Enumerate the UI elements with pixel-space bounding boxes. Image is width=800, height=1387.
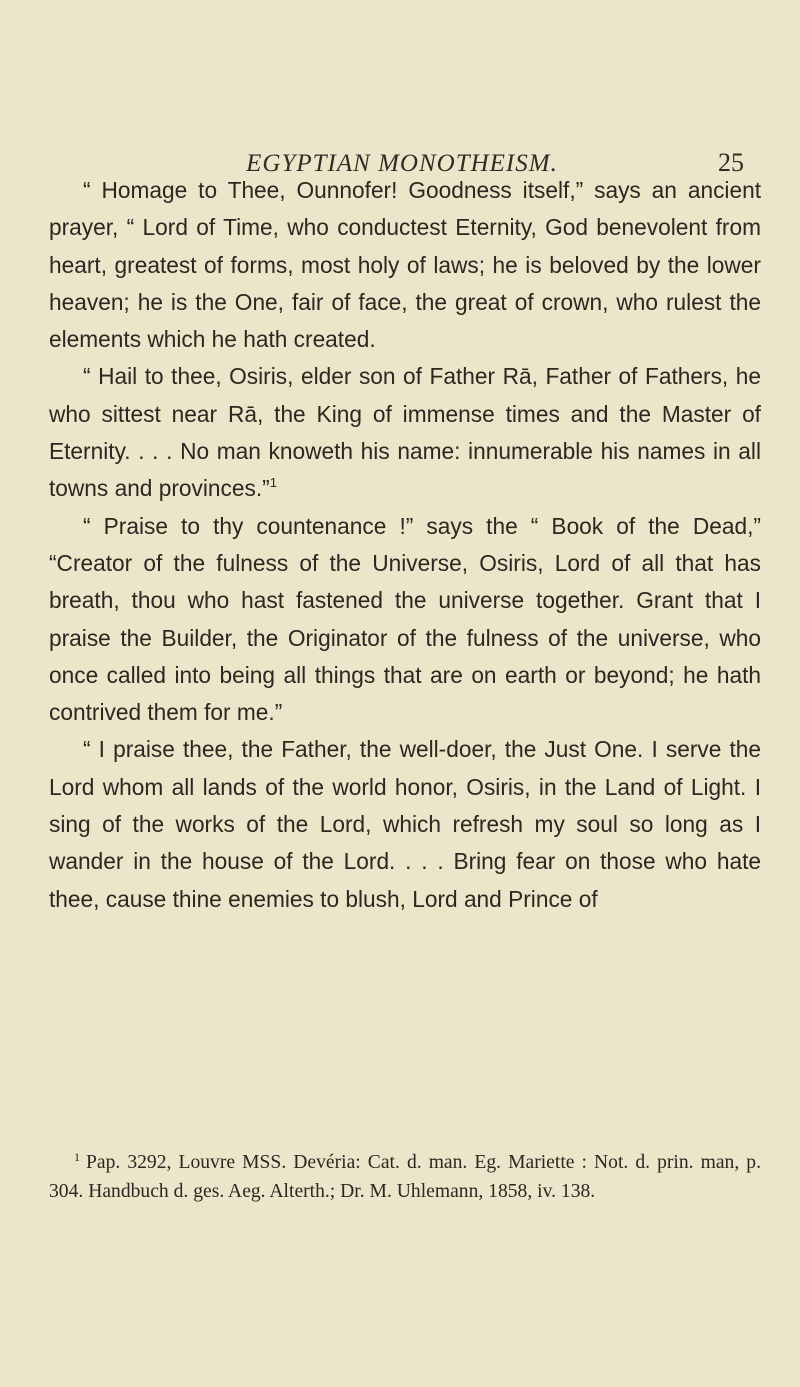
paragraph-text: “ I praise thee, the Father, the well-doer, the Just One. I serve the Lord whom all lands of the world honor, Osiris, in the Land of Light. I sing of the works of the Lord, which refresh my soul so long as I wander in the house of the Lord. . . . Bring fear on those who hate thee, cause thine enemies to blush, Lord and Prince of (49, 736, 761, 912)
paragraph (49, 508, 761, 732)
page-number: 25 (718, 148, 744, 177)
footnote-reference: 1 (269, 475, 277, 491)
footnotes (49, 1149, 761, 1206)
paragraph (49, 731, 761, 917)
footnote (49, 1149, 761, 1206)
paragraph (49, 358, 761, 507)
footnote-mark: 1 (74, 1150, 80, 1164)
paragraph-text: “ Hail to thee, Osiris, elder son of Father Rā, Father of Fathers, he who sittest near Rā, the King of immense times and the Master of Eternity. . . . No man knoweth his name: innumerable his names in all towns and provinces.” (49, 363, 761, 502)
paragraph-text: “ Homage to Thee, Ounnofer! Goodness itself,” says an ancient prayer, “ Lord of Time, who conductest Eternity, God benevolent from heart, greatest of forms, most holy of laws; he is beloved by the lower heaven; he is the One, fair of face, the great of crown, who rulest the elements which he hath created. (49, 177, 761, 353)
paragraph-text: “ Praise to thy countenance !” says the “ Book of the Dead,” “Creator of the fulness of the Universe, Osiris, Lord of all that has breath, thou who hast fastened the universe together. Grant that I praise the Builder, the Originator of the fulness of the universe, who once called into being all things that are on earth or beyond; he hath contrived them for me.” (49, 512, 761, 726)
body-text (49, 172, 761, 918)
running-title: EGYPTIAN MONOTHEISM. (246, 150, 558, 177)
footnote-text: Pap. 3292, Louvre MSS. Devéria: Cat. d. man. Eg. Mariette : Not. d. prin. man, p. 304. Handbuch d. ges. Aeg. Alterth.; Dr. M. Uhlemann, 1858, iv. 138. (49, 1152, 761, 1202)
paragraph (49, 172, 761, 358)
